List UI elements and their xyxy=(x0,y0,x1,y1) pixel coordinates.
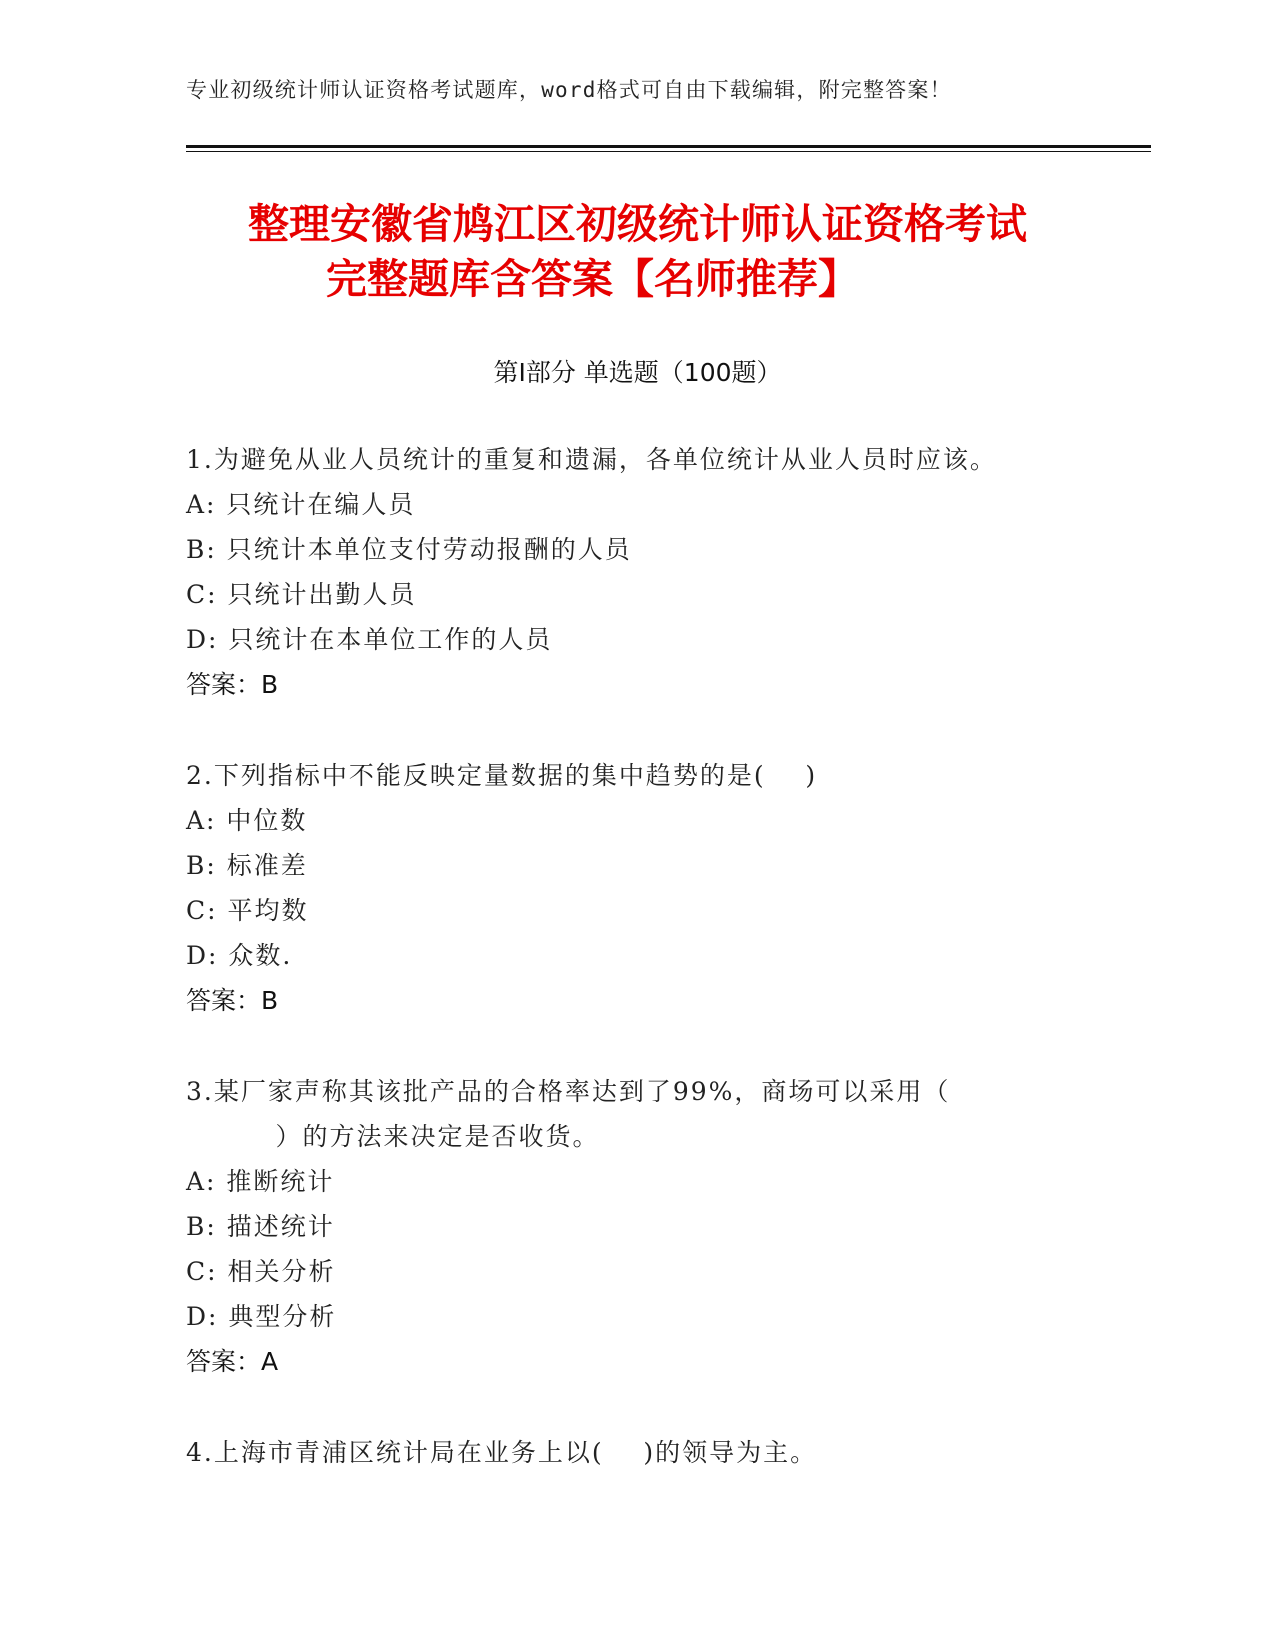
option-a: A: 中位数 xyxy=(186,806,308,835)
question-4 xyxy=(186,1430,1166,1475)
question-text: 4.上海市青浦区统计局在业务上以( )的领导为主。 xyxy=(186,1438,818,1467)
answer: 答案：B xyxy=(186,986,279,1015)
option-c: C: 只统计出勤人员 xyxy=(186,580,417,609)
option-a: A: 推断统计 xyxy=(186,1167,335,1196)
option-c: C: 相关分析 xyxy=(186,1257,336,1286)
header-note: 专业初级统计师认证资格考试题库，word格式可自由下载编辑，附完整答案！ xyxy=(186,78,952,102)
question-1 xyxy=(186,437,1166,707)
question-list xyxy=(186,437,1166,1521)
header-rule-thin xyxy=(186,151,1151,152)
question-3 xyxy=(186,1069,1166,1384)
option-d: D: 众数. xyxy=(186,941,293,970)
option-d: D: 只统计在本单位工作的人员 xyxy=(186,625,553,654)
question-text: 3.某厂家声称其该批产品的合格率达到了99%，商场可以采用（ ）的方法来决定是否收货。 xyxy=(186,1077,951,1151)
question-text: 2.下列指标中不能反映定量数据的集中趋势的是( ) xyxy=(186,761,818,790)
header-rule-thick xyxy=(186,145,1151,148)
option-d: D: 典型分析 xyxy=(186,1302,337,1331)
answer: 答案：A xyxy=(186,1347,279,1376)
option-b: B: 标准差 xyxy=(186,851,308,880)
option-b: B: 只统计本单位支付劳动报酬的人员 xyxy=(186,535,632,564)
document-title xyxy=(0,197,1275,307)
title-line-1: 整理安徽省鸠江区初级统计师认证资格考试 xyxy=(248,200,1027,248)
question-text: 1.为避免从业人员统计的重复和遗漏，各单位统计从业人员时应该。 xyxy=(186,445,997,474)
title-line-2: 完整题库含答案【名师推荐】 xyxy=(326,255,859,303)
answer: 答案：B xyxy=(186,670,279,699)
option-a: A: 只统计在编人员 xyxy=(186,490,416,519)
section-title: 第Ⅰ部分 单选题（100题） xyxy=(493,358,782,387)
option-c: C: 平均数 xyxy=(186,896,309,925)
option-b: B: 描述统计 xyxy=(186,1212,335,1241)
question-2 xyxy=(186,753,1166,1023)
